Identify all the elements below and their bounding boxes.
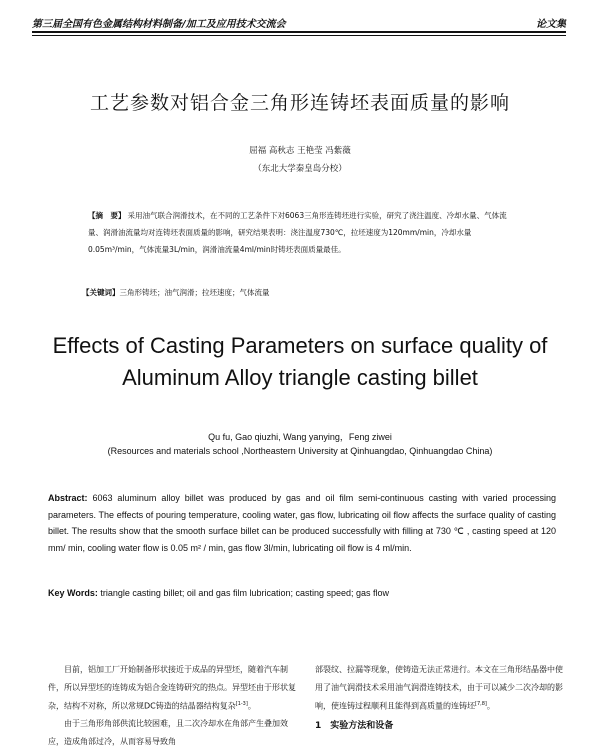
header-rule xyxy=(32,31,566,33)
section-heading: 1 实验方法和设备 xyxy=(315,721,394,732)
english-abstract-label: Abstract: xyxy=(48,493,88,503)
paragraph-end: 。 xyxy=(247,701,256,711)
chinese-keywords-label: 【关键词】 xyxy=(82,288,120,297)
english-title xyxy=(0,330,600,394)
chinese-keywords-text: 三角形铸坯；油气润滑；拉坯速度；气体流量 xyxy=(119,288,270,297)
chinese-authors: 屈福 高秋志 王艳莹 冯紫薇 xyxy=(249,146,351,156)
body-column-left xyxy=(48,661,298,750)
english-keywords-text: triangle casting billet; oil and gas film lubrication; casting speed; gas flow xyxy=(100,588,390,598)
body-column-right xyxy=(315,661,565,736)
running-header xyxy=(32,10,566,30)
english-keywords-label: Key Words: xyxy=(48,588,98,598)
chinese-abstract-text: 采用油气联合润滑技术，在不同的工艺条件下对6063三角形连铸坯进行实验，研究了浇注温度、冷却水量、气体流量、润滑油流量均对连铸坯表面质量的影响，研究结果表明：浇注温度730℃，拉坯速度为120mm/min，冷却水量0.05m³/min，气体流量3L/min，润滑油流量4ml/min时铸坯表面质量最佳。 xyxy=(88,211,507,254)
paragraph-text: 目前，铝加工厂开始制备形状接近于成品的异型坯，随着汽车制件，所以异型坯的连铸成为铝合金连铸研究的热点。异型坯由于形状复杂，结构不对称，所以常规DC铸造的结晶器结构复杂 xyxy=(48,665,296,711)
paragraph-text: 部裂纹、拉漏等现象，使铸造无法正常进行。本文在三角形结晶器中使用了油气润滑技术采用油气润滑连铸技术，由于可以减少二次冷却的影响，使连铸过程顺利且能得到高质量的连铸坯 xyxy=(315,665,563,711)
english-authors: Qu fu, Gao qiuzhi, Wang yanying，Feng ziwei xyxy=(208,432,392,442)
chinese-keywords xyxy=(82,287,522,298)
english-affiliation: (Resources and materials school ,Northeastern University at Qinhuangdao, Qinhuangdao China) xyxy=(107,446,493,456)
english-title-line-1: Effects of Casting Parameters on surface quality of xyxy=(52,333,548,358)
conference-name: 第三届全国有色金属结构材料制备/加工及应用技术交流会 xyxy=(32,19,286,30)
chinese-title: 工艺参数对铝合金三角形连铸坯表面质量的影响 xyxy=(89,92,510,114)
citation-ref: [7,8] xyxy=(475,701,487,707)
body-paragraph: 由于三角形角部供流比较困难，且二次冷却水在角部产生叠加效应，造成角部过冷，从而容易导致角 xyxy=(48,719,288,746)
chinese-affiliation: （东北大学秦皇岛分校） xyxy=(253,164,347,174)
header-rule-thin xyxy=(32,35,566,36)
proceedings-label: 论文集 xyxy=(536,19,566,30)
english-abstract xyxy=(48,490,556,556)
english-abstract-text: 6063 aluminum alloy billet was produced by gas and oil film semi-continuous casting with varied processing parameters. The effects of pouring temperature, cooling water, gas flow, lubricating oil flow affects the surface quality of casting billet. The results show that the smooth surface billet can be produced successfully with filling at 730 ℃ , casting speed at 120 mm/ min, cooling water flow is 0.05 m² / min, gas flow 3l/min, lubricating oil flow is 4 ml/min. xyxy=(48,493,556,553)
chinese-abstract-label: 【摘 要】 xyxy=(88,211,126,220)
english-keywords xyxy=(48,588,556,598)
chinese-abstract xyxy=(88,207,518,258)
english-title-line-2: Aluminum Alloy triangle casting billet xyxy=(122,365,478,390)
citation-ref: [1-3] xyxy=(235,701,248,707)
body-paragraph xyxy=(315,661,565,715)
paragraph-end: 。 xyxy=(486,701,495,711)
body-paragraph xyxy=(48,661,298,715)
